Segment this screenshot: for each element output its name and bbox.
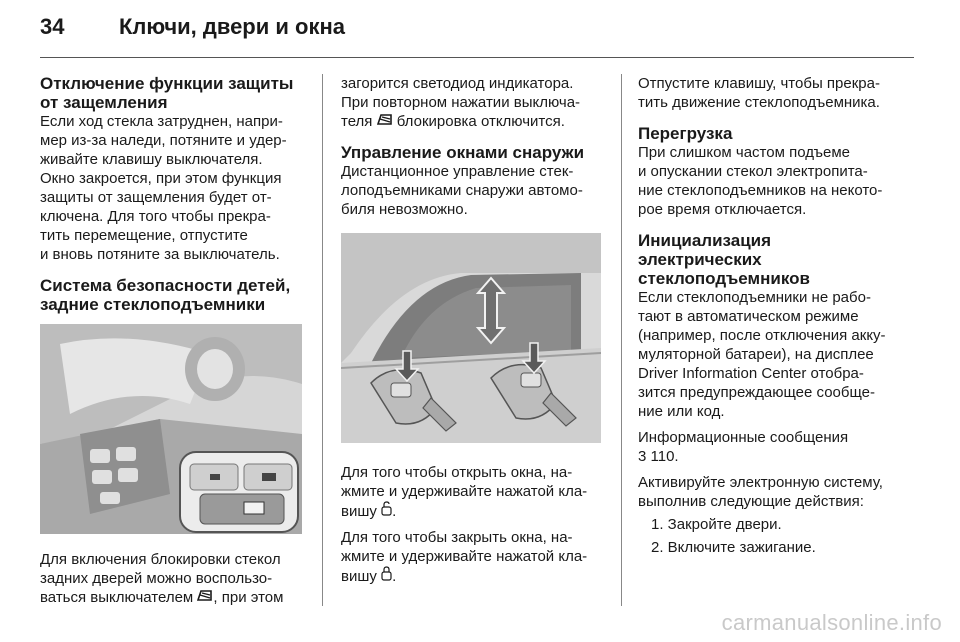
paragraph-info-messages-ref: Информационные сообщения 3 110. bbox=[638, 428, 920, 466]
page-title: Ключи, двери и окна bbox=[119, 14, 345, 39]
lock-key-icon bbox=[381, 566, 392, 583]
column-2 bbox=[341, 74, 613, 586]
paragraph-close-windows: Для того чтобы закрыть окна, на- жмите и удерживайте нажатой кла- вишу . bbox=[341, 529, 588, 585]
list-item: 1. Закройте двери. bbox=[651, 516, 782, 533]
column-divider bbox=[322, 74, 323, 606]
section-heading-remote-windows: Управление окнами снаружи bbox=[341, 143, 585, 162]
section-heading-initialization: Инициализация электрических стеклоподъемников bbox=[638, 231, 810, 288]
window-lock-switch-icon bbox=[197, 589, 213, 604]
unlock-key-icon bbox=[381, 501, 392, 518]
paragraph-remote: Дистанционное управление стек- лоподъемниками снаружи автомо- биля невозможно. bbox=[341, 163, 583, 218]
header-rule bbox=[40, 57, 914, 58]
section-heading-child-safety: Система безопасности детей, задние стеклоподъемники bbox=[40, 276, 291, 314]
paragraph-open-windows: Для того чтобы открыть окна, на- жмите и удерживайте нажатой кла- вишу . bbox=[341, 464, 588, 520]
list-item: 2. Включите зажигание. bbox=[651, 539, 816, 556]
column-3 bbox=[638, 74, 920, 557]
paragraph-activate: Активируйте электронную систему, выполнив следующие действия: bbox=[638, 474, 883, 510]
column-divider bbox=[621, 74, 622, 606]
page-number: 34 bbox=[40, 14, 65, 39]
car-window-key-illustration bbox=[341, 233, 601, 443]
window-lock-switch-icon bbox=[377, 113, 393, 128]
section-heading-anti-pinch: Отключение функции защиты от защемления bbox=[40, 74, 294, 112]
paragraph-child-lock: Для включения блокировки стекол задних дверей можно воспользо- ваться выключателем , при этом bbox=[40, 551, 284, 606]
page-header bbox=[40, 14, 920, 60]
paragraph-led: загорится светодиод индикатора. При повторном нажатии выключа- теля блокировка отключится. bbox=[341, 75, 581, 130]
page-reference-link[interactable]: 3 110. bbox=[638, 448, 679, 465]
column-1 bbox=[40, 74, 312, 607]
paragraph-initialization: Если стеклоподъемники не рабо- тают в автоматическом режиме (например, после отключения акку- муляторной батареи), на дисплее Driver Information Center отобра- зится предупреждающее сообще- ние или код. bbox=[638, 289, 886, 420]
paragraph-anti-pinch: Если ход стекла затруднен, напри- мер из-за наледи, потяните и удер- живайте клавишу выключателя. Окно закроется, при этом функция защиты от защемления будет от- ключена. Для того чтобы прекра- тить перемещение, отпустите и вновь потяните за выключатель. bbox=[40, 113, 287, 263]
watermark: carmanualsonline.info bbox=[721, 610, 942, 635]
paragraph-release-key: Отпустите клавишу, чтобы прекра- тить движение стеклоподъемника. bbox=[638, 75, 880, 111]
door-switch-illustration bbox=[40, 324, 302, 534]
paragraph-overload: При слишком частом подъеме и опускании стекол электропита- ние стеклоподъемников на некото- рое время отключается. bbox=[638, 144, 883, 218]
section-heading-overload: Перегрузка bbox=[638, 124, 733, 143]
